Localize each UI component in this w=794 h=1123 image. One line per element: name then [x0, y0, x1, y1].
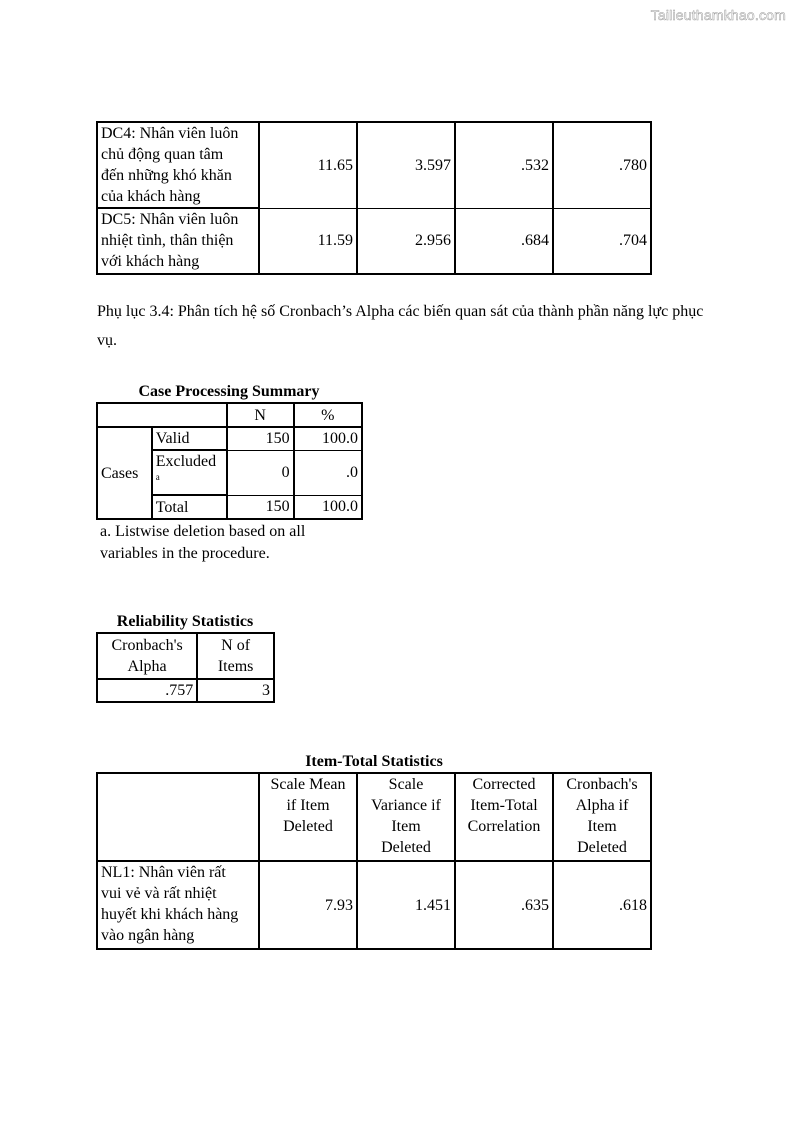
header-blank	[97, 403, 227, 427]
alpha-if-deleted-value: .704	[553, 208, 651, 274]
case-summary-table	[96, 402, 363, 520]
table-row	[97, 427, 362, 450]
scale-variance-value: 3.597	[357, 122, 455, 208]
row-label: DC5: Nhân viên luôn nhiệt tình, thân thiện với khách hàng	[97, 208, 259, 274]
scale-variance-value: 1.451	[357, 861, 455, 949]
reliability-title: Reliability Statistics	[116, 613, 254, 630]
scale-mean-value: 7.93	[259, 861, 357, 949]
header-scale-variance: Scale Variance if Item Deleted	[357, 773, 455, 861]
excluded-n: 0	[227, 450, 294, 495]
excluded-label: Excluded a	[152, 450, 227, 495]
header-n: N	[227, 403, 294, 427]
header-blank	[97, 773, 259, 861]
alpha-if-deleted-value: .618	[553, 861, 651, 949]
table-row	[97, 403, 362, 427]
corrected-correlation-value: .635	[455, 861, 553, 949]
table-row	[97, 633, 274, 679]
total-pct: 100.0	[294, 495, 362, 519]
table-row	[97, 208, 651, 274]
total-label: Total	[152, 495, 227, 519]
valid-pct: 100.0	[322, 430, 358, 448]
excluded-pct: .0	[294, 450, 362, 495]
scale-mean-value: 11.59	[259, 208, 357, 274]
watermark: Tailieuthamkhao.com	[650, 7, 786, 23]
alpha-value: .757	[97, 679, 197, 702]
header-n-of-items: N of Items	[197, 633, 274, 679]
header-alpha-if-deleted: Cronbach's Alpha if Item Deleted	[553, 773, 651, 861]
header-scale-mean: Scale Mean if Item Deleted	[259, 773, 357, 861]
scale-variance-value: 2.956	[357, 208, 455, 274]
table-row	[97, 861, 651, 949]
case-summary-footnote: a. Listwise deletion based on all variables in the procedure.	[100, 523, 306, 562]
table-row	[97, 679, 274, 702]
table-row	[97, 773, 651, 861]
reliability-table	[96, 632, 275, 703]
header-corrected-correlation: Corrected Item-Total Correlation	[455, 773, 553, 861]
n-items-value: 3	[197, 679, 274, 702]
item-total-title: Item-Total Statistics	[305, 753, 443, 770]
appendix-paragraph: Phụ lục 3.4: Phân tích hệ số Cronbach’s Alpha các biến quan sát của thành phần năng lực phục vụ.	[97, 303, 704, 349]
item-total-table	[96, 772, 652, 950]
alpha-if-deleted-value: .780	[553, 122, 651, 208]
valid-n: 150	[227, 427, 294, 450]
header-percent: %	[294, 403, 362, 427]
valid-label: Valid	[152, 427, 227, 450]
item-total-table-continued	[96, 121, 652, 275]
corrected-correlation-value: .532	[455, 122, 553, 208]
total-n: 150	[227, 495, 294, 519]
case-summary-title: Case Processing Summary	[138, 383, 320, 400]
table-row	[97, 122, 651, 208]
corrected-correlation-value: .684	[455, 208, 553, 274]
cases-label: Cases	[97, 427, 152, 519]
row-label: NL1: Nhân viên rất vui vẻ và rất nhiệt huyết khi khách hàng vào ngân hàng	[97, 861, 259, 949]
header-cronbach-alpha: Cronbach's Alpha	[97, 633, 197, 679]
scale-mean-value: 11.65	[259, 122, 357, 208]
row-label: DC4: Nhân viên luôn chủ động quan tâm đến những khó khăn của khách hàng	[97, 122, 259, 208]
